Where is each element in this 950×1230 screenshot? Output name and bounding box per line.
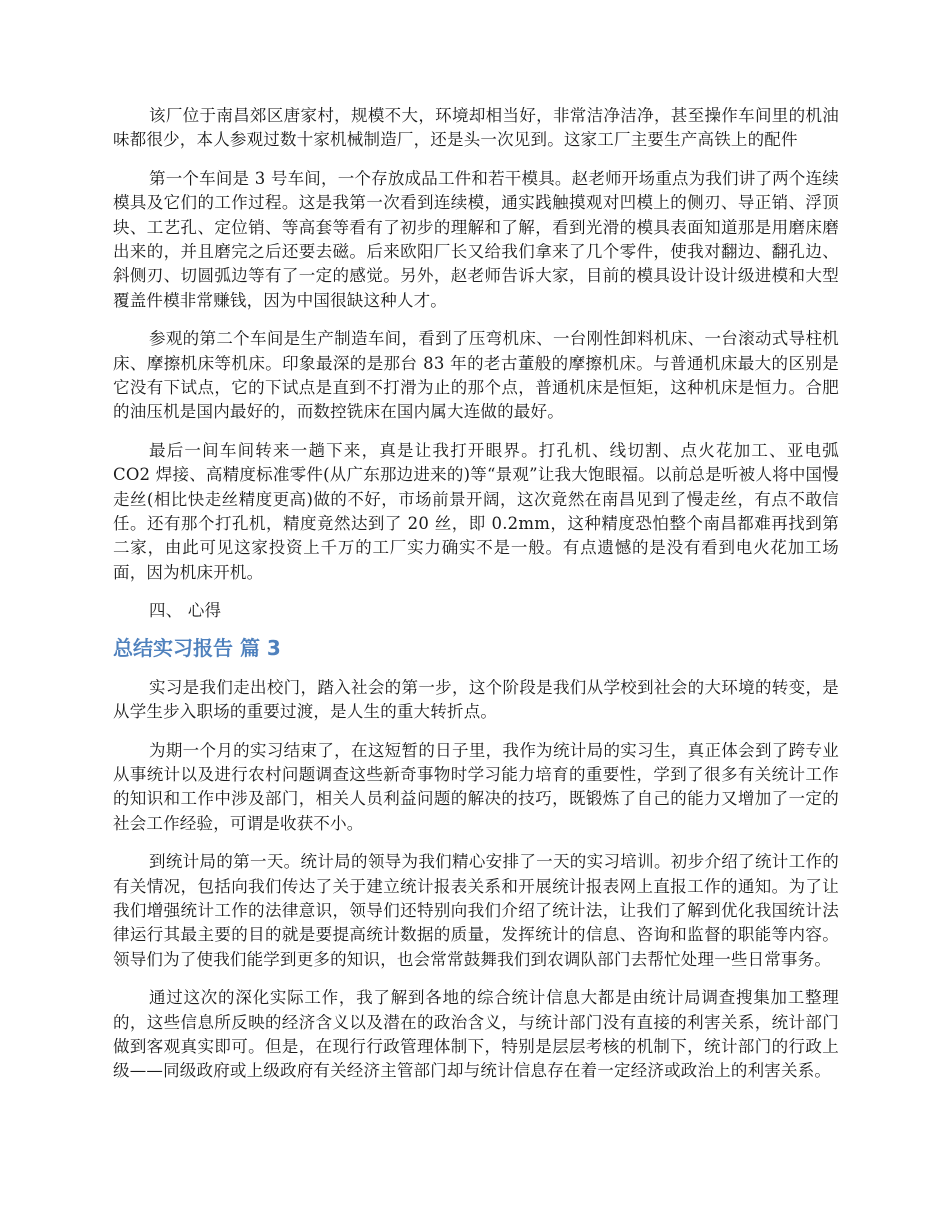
paragraph-workshop-2: 参观的第二个车间是生产制造车间，看到了压弯机床、一台刚性卸料机床、一台滚动式导柱机床、摩擦机床等机床。印象最深的是那台 83 年的老古董般的摩擦机床。与普通机床最大的区别是它没有下试点，它的下试点是直到不打滑为止的那个点，普通机床是恒矩，这种机床是恒力。合肥的油压机是国内最好的，而数控铣床在国内属大连做的最好。: [113, 329, 839, 422]
paragraph-internship-intro: 实习是我们走出校门，踏入社会的第一步，这个阶段是我们从学校到社会的大环境的转变，是从学生步入职场的重要过渡，是人生的重大转折点。: [113, 677, 839, 721]
section-title-experience: 四、 心得: [149, 601, 222, 621]
document-page: [113, 104, 839, 1098]
paragraph-last-workshop: 最后一间车间转来一趟下来，真是让我打开眼界。打孔机、线切割、点火花加工、亚电弧 CO2 焊接、高精度标准零件(从广东那边进来的)等“景观”让我大饱眼福。以前总是听被人将中国慢走丝(相比快走丝精度更高)做的不好，市场前景开阔，这次竟然在南昌见到了慢走丝，有点不敢信任。还有那个打孔机，精度竟然达到了 20 丝，即 0.2mm，这种精度恐怕整个南昌都难再找到第二家，由此可见这家投资上千万的工厂实力确实不是一般。有点遗憾的是没有看到电火花加工场面，因为机床开机。: [113, 441, 839, 582]
report-heading: 总结实习报告 篇 3: [113, 635, 281, 660]
paragraph-first-day: 到统计局的第一天。统计局的领导为我们精心安排了一天的实习培训。初步介绍了统计工作的有关情况，包括向我们传达了关于建立统计报表关系和开展统计报表网上直报工作的通知。为了让我们增强统计工作的法律意识，领导们还特别向我们介绍了统计法，让我们了解到优化我国统计法律运行其最主要的目的就是要提高统计数据的质量，发挥统计的信息、咨询和监督的职能等内容。领导们为了使我们能学到更多的知识，也会常常鼓舞我们到农调队部门去帮忙处理一些日常事务。: [113, 852, 839, 969]
paragraph-factory-location: 该厂位于南昌郊区唐家村，规模不大，环境却相当好，非常洁净洁净，甚至操作车间里的机油味都很少，本人参观过数十家机械制造厂，还是头一次见到。这家工厂主要生产高铁上的配件: [113, 106, 839, 150]
paragraph-month-summary: 为期一个月的实习结束了，在这短暂的日子里，我作为统计局的实习生，真正体会到了跨专业从事统计以及进行农村问题调查这些新奇事物时学习能力培育的重要性，学到了很多有关统计工作的知识和工作中涉及部门，相关人员利益问题的解决的技巧，既锻炼了自己的能力又增加了一定的社会工作经验，可谓是收获不小。: [113, 740, 839, 833]
paragraph-deep-work: 通过这次的深化实际工作，我了解到各地的综合统计信息大都是由统计局调查搜集加工整理的，这些信息所反映的经济含义以及潜在的政治含义，与统计部门没有直接的利害关系，统计部门做到客观真实即可。但是，在现行行政管理体制下，特别是层层考核的机制下，统计部门的行政上级——同级政府或上级政府有关经济主管部门却与统计信息存在着一定经济或政治上的利害关系。: [113, 988, 839, 1081]
paragraph-workshop-3: 第一个车间是 3 号车间，一个存放成品工件和若干模具。赵老师开场重点为我们讲了两个连续模具及它们的工作过程。这是我第一次看到连续模，通实践触摸观对凹模上的侧刃、导正销、浮顶块、工艺孔、定位销、等高套等看有了初步的理解和了解，看到光滑的模具表面知道那是用磨床磨出来的，并且磨完之后还要去磁。后来欧阳厂长又给我们拿来了几个零件，使我对翻边、翻孔边、斜侧刃、切圆弧边等有了一定的感觉。另外，赵老师告诉大家，目前的模具设计设计级进模和大型覆盖件模非常赚钱，因为中国很缺这种人才。: [113, 169, 839, 310]
